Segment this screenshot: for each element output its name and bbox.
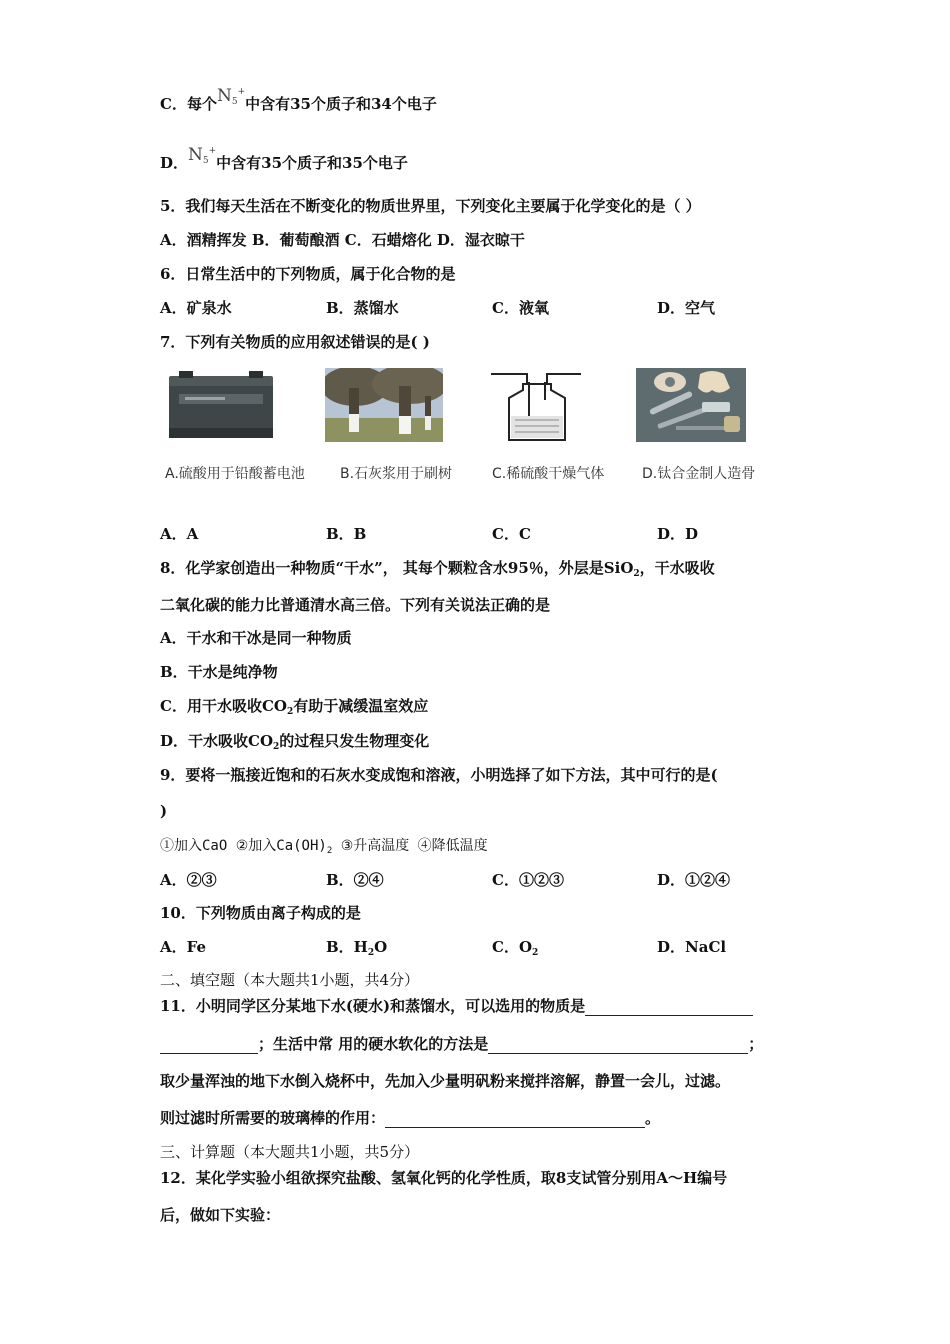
- q5-stem: 5．我们每天生活在不断变化的物质世界里，下列变化主要属于化学变化的是（ ）: [160, 197, 701, 215]
- q4-option-c: [160, 86, 437, 120]
- q11-line4: [160, 1108, 660, 1128]
- q11-line2-text: ；生活中常 用的硬水软化的方法是: [258, 1035, 489, 1053]
- q7-caption-c: C.稀硫酸干燥气体: [492, 466, 605, 482]
- gas-washing-bottle-image: [487, 368, 587, 442]
- subscript: 2: [326, 846, 333, 856]
- q7-caption-d: D.钛合金制人造骨: [642, 466, 756, 482]
- answer-blank[interactable]: [585, 999, 753, 1016]
- ion-symbol: N: [188, 145, 203, 165]
- q4-option-d-label: D．: [160, 154, 189, 172]
- q8-option-a: A．干水和干冰是同一种物质: [160, 629, 352, 647]
- q8-stem-line1: [160, 558, 715, 584]
- q9-methods: [160, 836, 488, 861]
- q11-line4-text: 则过滤时所需要的玻璃棒的作用：: [160, 1109, 386, 1127]
- painted-trees-image: [325, 368, 443, 442]
- q10-option-d: D．NaCl: [657, 938, 727, 956]
- q10-option-c-pre: C．O: [492, 938, 533, 956]
- q10-option-b-pre: B．H: [326, 938, 368, 956]
- subscript: 2: [273, 742, 280, 752]
- q10-option-b: [326, 937, 387, 963]
- q8-stem-line2: 二氧化碳的能力比普通清水高三倍。下列有关说法正确的是: [160, 596, 551, 614]
- q11-line1-text: 11．小明同学区分某地下水(硬水)和蒸馏水，可以选用的物质是: [160, 997, 586, 1015]
- q8-option-c: [160, 696, 428, 722]
- q7-caption-a: A.硫酸用于铅酸蓄电池: [165, 466, 305, 482]
- q7-option-c: C．C: [492, 525, 531, 543]
- q11-line2-end: ；: [748, 1035, 764, 1053]
- ion-superscript: +: [237, 87, 246, 97]
- answer-blank[interactable]: [385, 1111, 645, 1128]
- q12-line1: 12．某化学实验小组欲探究盐酸、氢氧化钙的化学性质，取8支试管分别用A～H编号: [160, 1169, 728, 1187]
- q6-stem: 6．日常生活中的下列物质，属于化合物的是: [160, 265, 456, 283]
- ion-superscript: +: [208, 146, 217, 156]
- q9-methods-text: ①加入CaO ②加入Ca(OH): [160, 838, 327, 854]
- q8-option-d-post: 的过程只发生物理变化: [279, 732, 430, 750]
- q12-line2: 后，做如下实验：: [160, 1206, 281, 1224]
- q6-option-d: D．空气: [657, 299, 716, 317]
- battery-image: [165, 368, 277, 442]
- q9-option-b: B．②④: [326, 871, 384, 889]
- q6-option-c: C．液氧: [492, 299, 549, 317]
- q10-stem: 10．下列物质由离子构成的是: [160, 904, 361, 922]
- q10-option-b-post: O: [374, 938, 388, 956]
- q10-option-c: [492, 937, 538, 963]
- q9-option-c: C．①②③: [492, 871, 564, 889]
- q6-option-a: A．矿泉水: [160, 299, 232, 317]
- q7-option-a: A．A: [160, 525, 199, 543]
- q7-stem: 7．下列有关物质的应用叙述错误的是( ): [160, 333, 430, 351]
- q8-option-d-pre: D．干水吸收CO: [160, 732, 274, 750]
- q4-option-c-label: C．每个: [160, 95, 217, 113]
- q11-line2: [160, 1034, 763, 1054]
- q11-line1: [160, 996, 753, 1016]
- q8-option-d: [160, 731, 429, 757]
- ion-subscript: 5: [202, 156, 209, 166]
- q8-option-c-post: 有助于减缓温室效应: [293, 697, 429, 715]
- subscript: 2: [286, 707, 294, 717]
- ion-subscript: 5: [231, 97, 238, 107]
- section-heading-calculation: 三、计算题（本大题共1小题，共5分）: [160, 1143, 420, 1161]
- q9-option-d: D．①②④: [657, 871, 731, 889]
- q8-option-c-pre: C．用干水吸收CO: [160, 697, 287, 715]
- n5-ion-formula: [188, 145, 216, 165]
- q10-option-a: A．Fe: [160, 938, 207, 956]
- q7-option-b: B．B: [326, 525, 367, 543]
- q11-line4-end: 。: [645, 1109, 661, 1127]
- subscript: 2: [367, 948, 375, 958]
- q8-stem-text: 8．化学家创造出一种物质“干水”， 其每个颗粒含水95％，外层是SiO: [160, 559, 634, 577]
- q8-option-b: B．干水是纯净物: [160, 663, 278, 681]
- q9-stem-line2: ): [160, 802, 168, 820]
- n5-ion-formula: [217, 86, 245, 106]
- q5-options: A．酒精挥发 B．葡萄酿酒 C．石蜡熔化 D．湿衣晾干: [160, 231, 525, 249]
- titanium-implants-image: [636, 368, 746, 442]
- answer-blank[interactable]: [488, 1037, 748, 1054]
- section-heading-fill-in: 二、填空题（本大题共1小题，共4分）: [160, 971, 420, 989]
- q7-caption-b: B.石灰浆用于刷树: [340, 466, 453, 482]
- q6-option-b: B．蒸馏水: [326, 299, 399, 317]
- q4-option-c-text: 中含有35个质子和34个电子: [245, 95, 437, 113]
- q4-option-d: [160, 145, 408, 179]
- q11-line3: 取少量浑浊的地下水倒入烧杯中，先加入少量明矾粉来搅拌溶解，静置一会儿，过滤。: [160, 1072, 731, 1090]
- q8-stem-tail: ，干水吸收: [639, 559, 715, 577]
- q9-stem-line1: 9．要将一瓶接近饱和的石灰水变成饱和溶液，小明选择了如下方法，其中可行的是(: [160, 766, 718, 784]
- subscript: 2: [633, 569, 640, 579]
- q7-option-d: D．D: [657, 525, 699, 543]
- q4-option-d-text: 中含有35个质子和35个电子: [216, 154, 408, 172]
- answer-blank[interactable]: [160, 1037, 258, 1054]
- q9-methods-tail: ③升高温度 ④降低温度: [332, 838, 488, 854]
- ion-symbol: N: [216, 86, 232, 106]
- q9-option-a: A．②③: [160, 871, 217, 889]
- subscript: 2: [532, 948, 539, 958]
